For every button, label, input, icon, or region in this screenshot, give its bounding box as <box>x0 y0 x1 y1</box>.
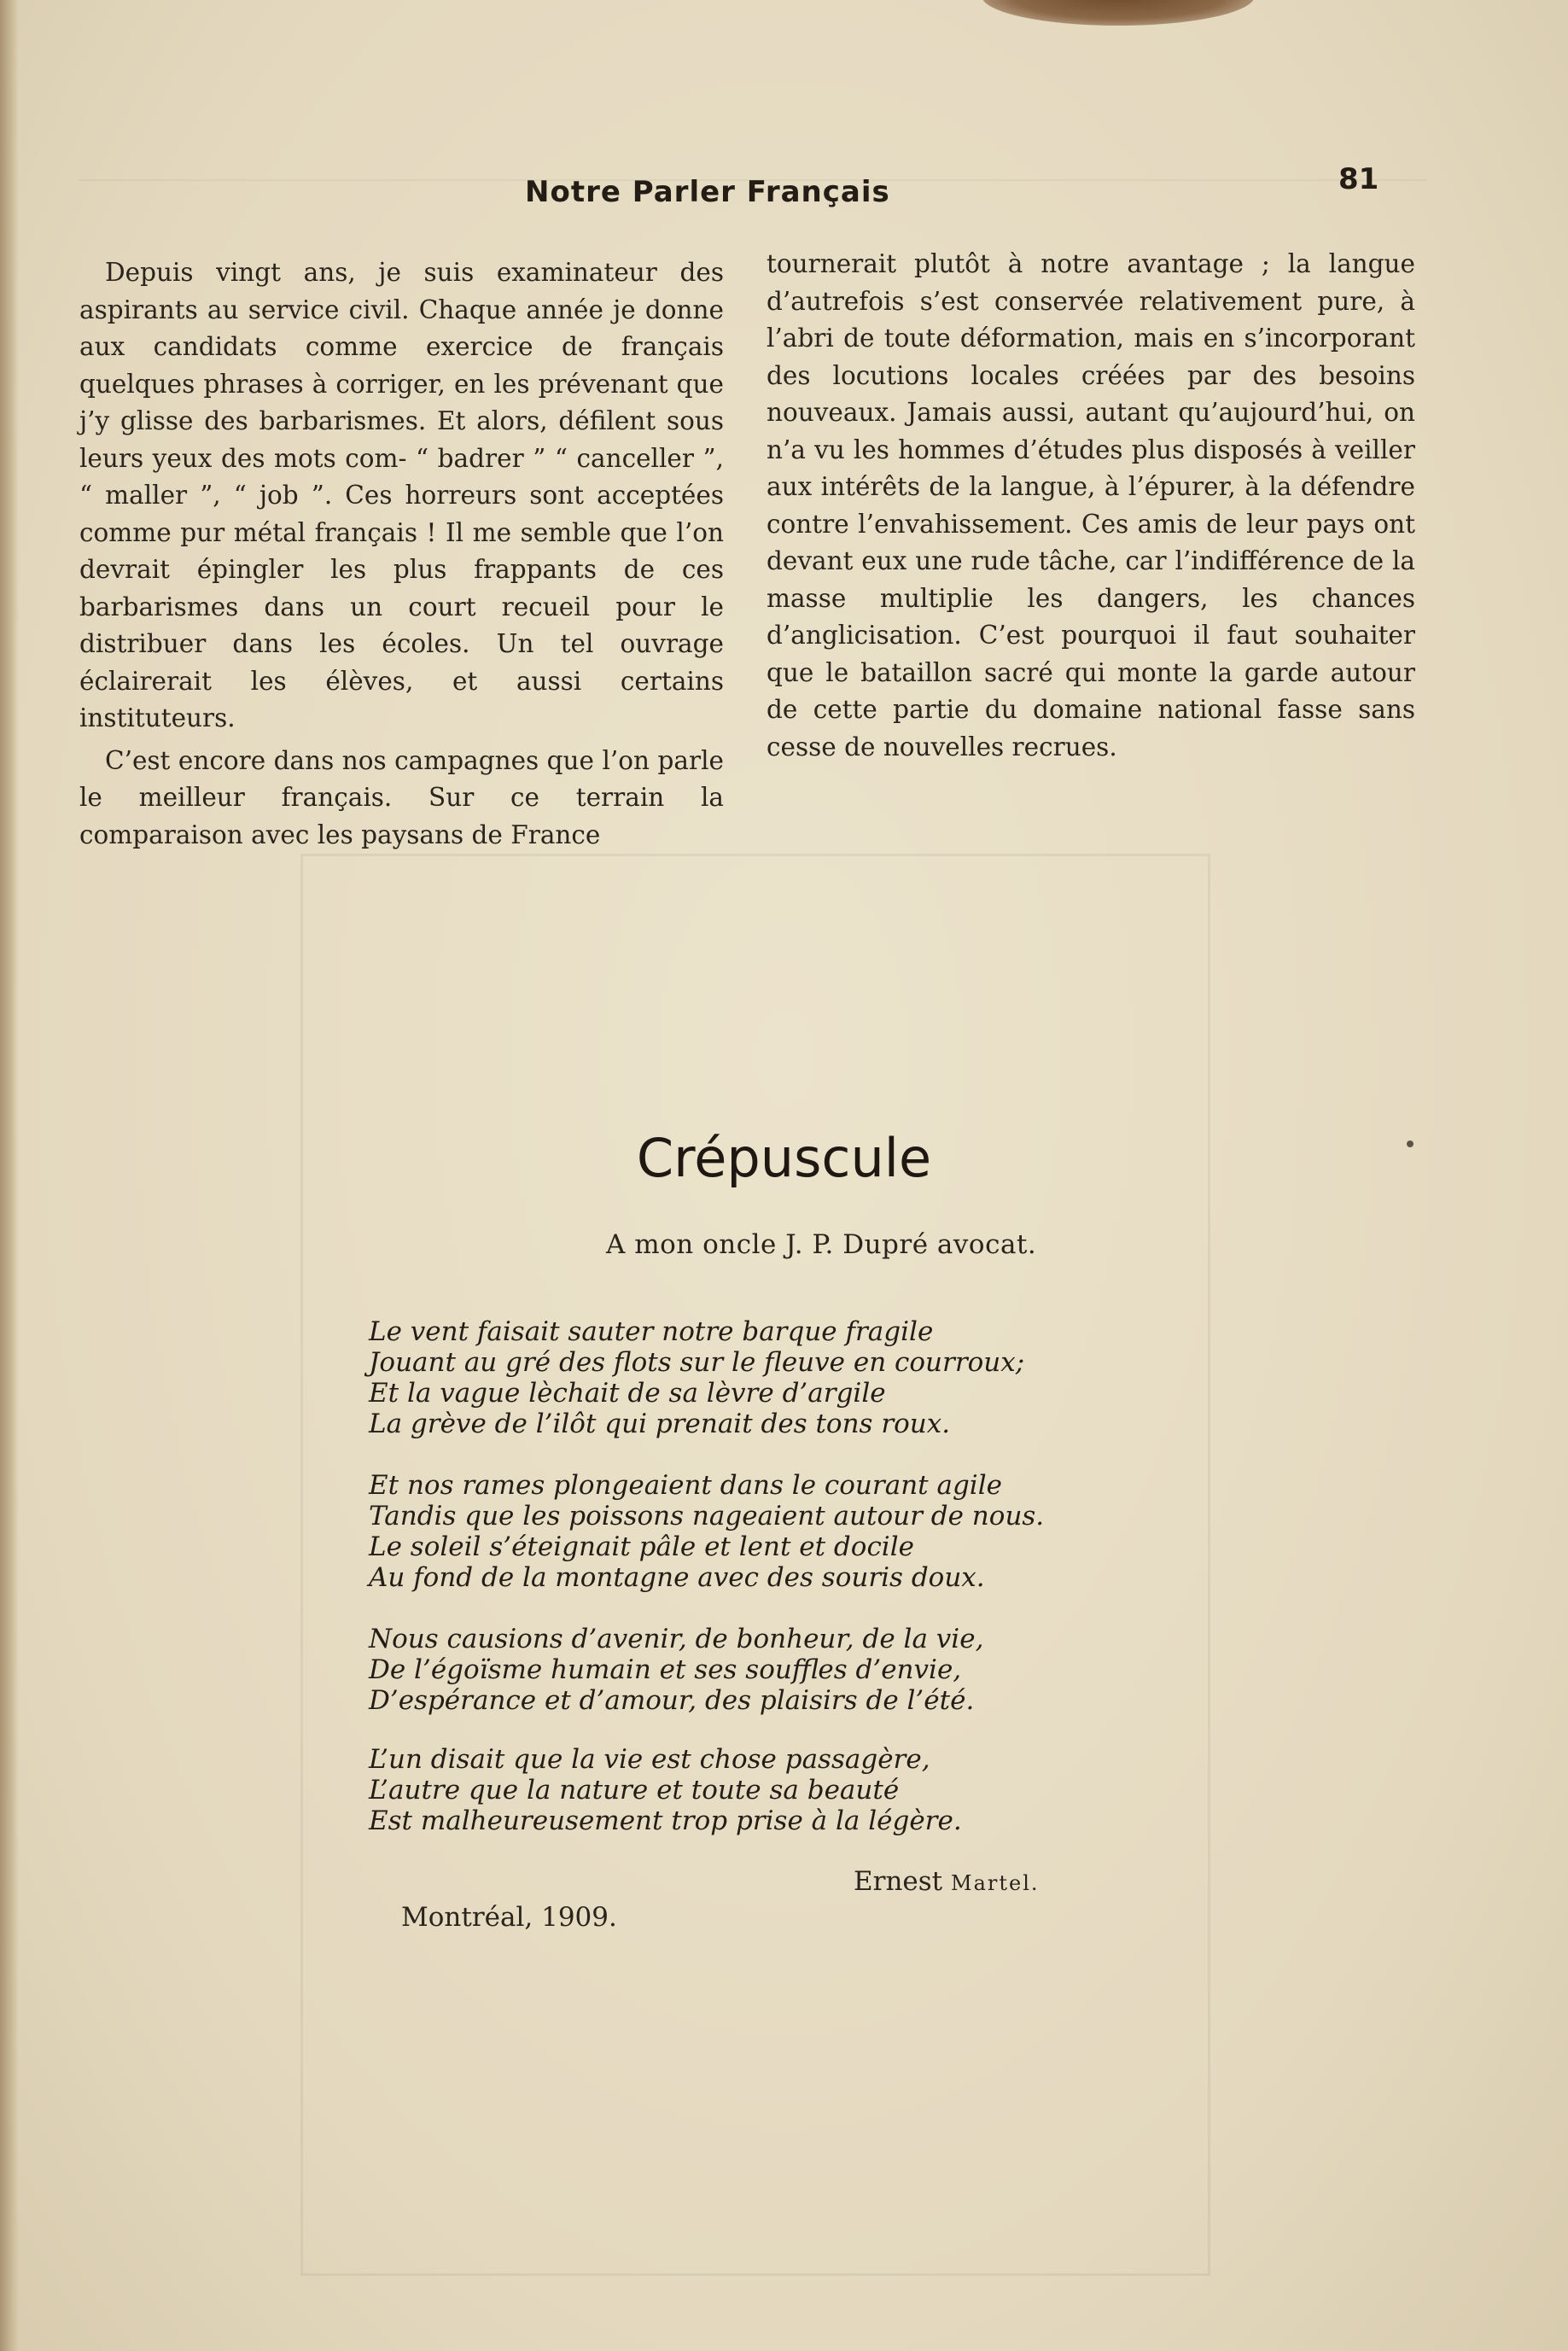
poem-line: Le soleil s’éteignait pâle et lent et docile <box>369 1531 914 1562</box>
author-last-name: Martel. <box>951 1871 1040 1895</box>
page-number: 81 <box>1338 162 1379 196</box>
poem-line: Et nos rames plongeaient dans le courant agile <box>369 1470 1002 1501</box>
poem-stanza <box>369 1316 1137 1439</box>
article-paragraph: C’est encore dans nos campagnes que l’on parle le meilleur français. Sur ce terrain la comparaison avec les paysans de France <box>79 745 724 849</box>
poem-stanza <box>369 1744 1137 1836</box>
poem-line: L’autre que la nature et toute sa beauté <box>369 1775 900 1806</box>
place-date: Montréal, 1909. <box>401 1902 617 1933</box>
poem-line: D’espérance et d’amour, des plaisirs de l’été. <box>369 1685 975 1716</box>
poem-line: La grève de l’ilôt qui prenait des tons roux. <box>369 1409 951 1439</box>
running-title: Notre Parler Français <box>525 175 890 209</box>
poem-title: Crépuscule <box>636 1127 932 1189</box>
article-paragraph: Depuis vingt ans, je suis examinateur des aspirants au service civil. Chaque année je donne aux candidats comme exercice de français quelques phrases à corriger, en les prévenant que j’y glisse des barbarismes. Et alors, défilent sous leurs yeux des mots com- “ badrer ” “ canceller ”, “ maller ”, “ job ”. Ces horreurs sont acceptées comme pur métal français ! Il me semble que l’on devrait épingler les plus frappants de ces barbarismes dans un court recueil pour le distribuer dans les écoles. Un tel ouvrage éclairerait les élèves, et aussi certains instituteurs. <box>79 258 724 732</box>
article-right-column <box>767 246 1415 766</box>
poem-line: Le vent faisait sauter notre barque fragile <box>369 1316 934 1347</box>
poem-line: Nous causions d’avenir, de bonheur, de la vie, <box>369 1624 984 1654</box>
poem-signature <box>854 1866 1040 1897</box>
ink-speck <box>1407 1140 1414 1147</box>
stain-mark <box>982 0 1255 26</box>
poem-stanza <box>369 1624 1137 1716</box>
poem-line: Au fond de la montagne avec des souris doux. <box>369 1562 985 1593</box>
poem-line: De l’égoïsme humain et ses souffles d’envie, <box>369 1654 962 1685</box>
poem-line: Est malheureusement trop prise à la légère. <box>369 1806 962 1836</box>
poem-stanza <box>369 1470 1137 1593</box>
article-left-column <box>79 254 724 854</box>
poem-dedication: A mon oncle J. P. Dupré avocat. <box>606 1229 1037 1260</box>
article-paragraph: tournerait plutôt à notre avantage ; la langue d’autrefois s’est conservée relativement pure, à l’abri de toute déformation, mais en s’incorporant des locutions locales créées par des besoins nouveaux. Jamais aussi, autant qu’aujourd’hui, on n’a vu les hommes d’études plus disposés à veiller aux intérêts de la langue, à l’épurer, à la défendre contre l’envahissement. Ces amis de leur pays ont devant eux une rude tâche, car l’indifférence de la masse multiplie les dangers, les chances d’anglicisation. C’est pourquoi il faut souhaiter que le bataillon sacré qui monte la garde autour de cette partie du domaine national fasse sans cesse de nouvelles recrues. <box>767 249 1415 761</box>
poem-line: Jouant au gré des flots sur le fleuve en courroux; <box>369 1347 1025 1378</box>
poem-line: L’un disait que la vie est chose passagère, <box>369 1744 930 1775</box>
poem-line: Tandis que les poissons nageaient autour de nous. <box>369 1501 1045 1531</box>
poem-line: Et la vague lèchait de sa lèvre d’argile <box>369 1378 886 1409</box>
author-first-name: Ernest <box>854 1866 943 1897</box>
